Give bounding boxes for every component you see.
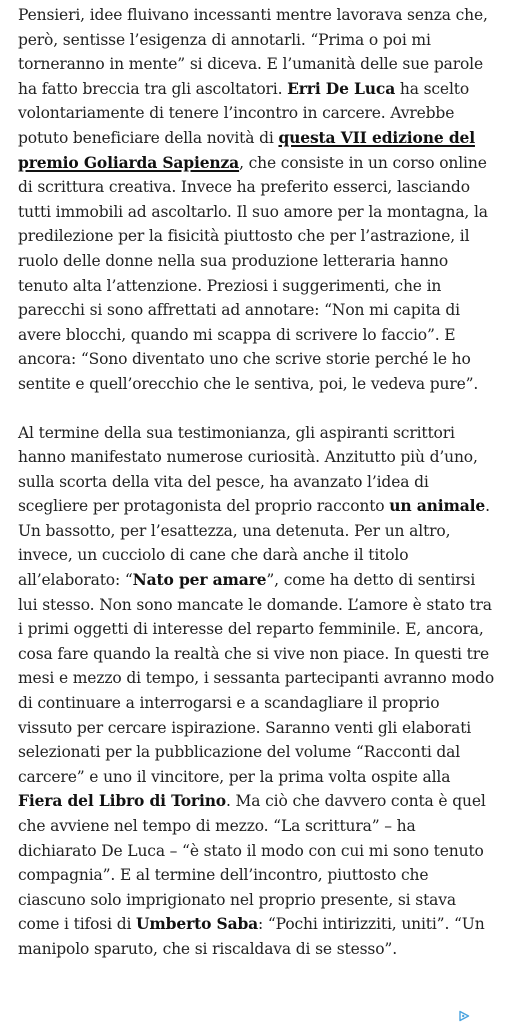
article-paragraph: [18, 421, 494, 962]
text-run: . Ma ciò che davvero conta è quel che avviene nel tempo di mezzo. “La scrittura” – ha dichiarato De Luca – “è stato il modo con cui mi sono tenuto compagnia”. E al termine dell’incontro, piuttosto che ciascuno solo imprigionato nel proprio presente, si stava come i tifosi di: [18, 792, 486, 934]
text-run: , che consiste in un corso online di scrittura creativa. Invece ha preferito esserci, lasciando tutti immobili ad ascoltarlo. Il suo amore per la montagna, la predilezione per la fisicità piuttosto che per l’astrazione, il ruolo delle donne nella sua produzione letteraria hanno tenuto alta l’attenzione. Preziosi i suggerimenti, che in parecchi si sono affrettati ad annotare: “Non mi capita di avere blocchi, quando mi scappa di scrivere lo faccio”. E ancora: “Sono diventato uno che scrive storie perché le ho sentite e quell’orecchio che le sentiva, poi, le vedeva pure”.: [18, 153, 488, 393]
bold-phrase: un animale: [389, 496, 486, 516]
bold-phrase: Umberto Saba: [136, 914, 259, 934]
text-run: : “Pochi intirizziti, uniti”. “Un manipolo sparuto, che si riscaldava di se stesso”.: [18, 915, 485, 958]
text-run: Pensieri, idee fluivano incessanti mentre lavorava senza che, però, sentisse l’esigenza di annotarli. “Prima o poi mi torneranno in mente” si diceva. E l’umanità delle sue parole ha fatto breccia tra gli ascoltatori.: [18, 6, 488, 98]
article-body: [18, 3, 494, 962]
text-run: . Un bassotto, per l’esattezza, una detenuta. Per un altro, invece, un cucciolo di cane che darà anche il titolo all’elaborato: “: [18, 497, 490, 590]
article-paragraph: [18, 3, 494, 397]
adchoices-icon[interactable]: [458, 1010, 470, 1022]
text-run: Al termine della sua testimonianza, gli aspiranti scrittori hanno manifestato numerose curiosità. Anzitutto più d’uno, sulla scorta della vita del pesce, ha avanzato l’idea di scegliere per protagonista del proprio racconto: [18, 423, 478, 516]
bold-phrase: Erri De Luca: [287, 78, 396, 98]
article-link[interactable]: questa VII edizione del premio Goliarda Sapienza: [18, 127, 475, 172]
text-run: ”, come ha detto di sentirsi lui stesso. Non sono mancate le domande. L’amore è stato tra i primi oggetti di interesse del reparto femminile. E, ancora, cosa fare quando la realtà che si vive non piace. In questi tre mesi e mezzo di tempo, i sessanta partecipanti avranno modo di continuare a interrogarsi e a scandagliare il proprio vissuto per cercare ispirazione. Saranno venti gli elaborati selezionati per la pubblicazione del volume “Racconti dal carcere” e uno il vincitore, per la prima volta ospite alla: [18, 571, 495, 786]
text-run: ha scelto volontariamente di tenere l’incontro in carcere. Avrebbe potuto beneficiare della novità di: [18, 79, 470, 147]
bold-phrase: Fiera del Libro di Torino: [18, 791, 226, 811]
bold-phrase: Nato per amare: [132, 570, 267, 590]
